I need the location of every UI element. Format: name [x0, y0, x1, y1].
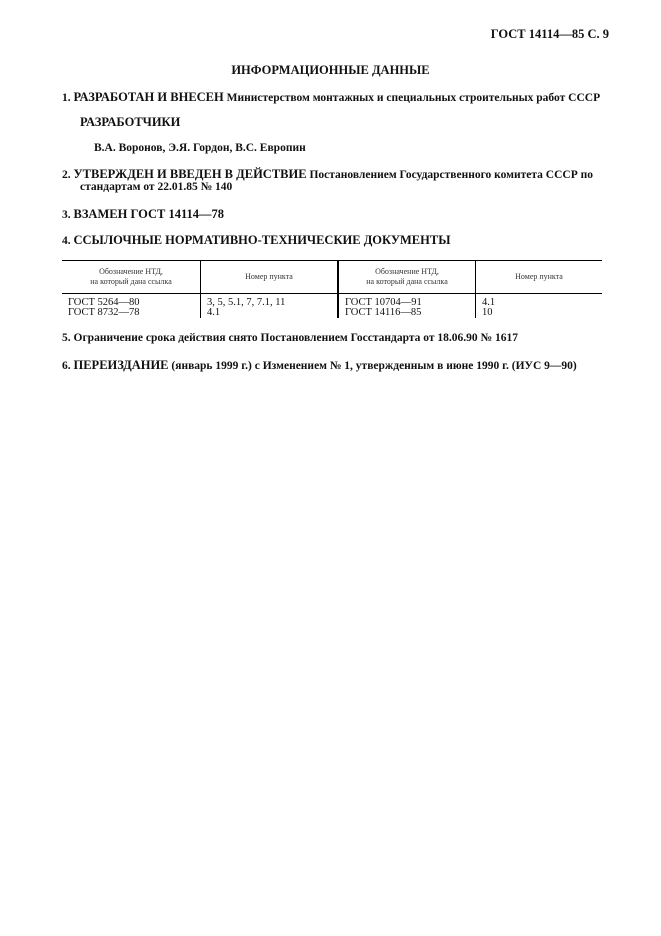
item-5: 5. Ограничение срока действия снято Постановлением Госстандарта от 18.06.90 № 1617	[62, 332, 518, 344]
item-4: 4. ССЫЛОЧНЫЕ НОРМАТИВНО-ТЕХНИЧЕСКИЕ ДОКУМЕНТЫ	[62, 233, 451, 247]
table-row: ГОСТ 5264—80 3, 5, 5.1, 7, 7.1, 11 ГОСТ 10704—91 4.1	[62, 294, 602, 309]
item-3: 3. ВЗАМЕН ГОСТ 14114—78	[62, 207, 225, 221]
item-2: 2. УТВЕРЖДЕН И ВВЕДЕН В ДЕЙСТВИЕ Постановлением Государственного комитета СССР по	[62, 167, 593, 181]
references-table	[62, 260, 602, 318]
item-6: 6. ПЕРЕИЗДАНИЕ (январь 1999 г.) с Изменением № 1, утвержденным в июне 1990 г. (ИУС 9—90)	[62, 358, 577, 372]
item-1: 1. РАЗРАБОТАН И ВНЕСЕН Министерством монтажных и специальных строительных работ СССР	[62, 90, 601, 104]
page-reference: ГОСТ 14114—85 С. 9	[490, 27, 609, 41]
developers-heading: РАЗРАБОТЧИКИ	[80, 115, 181, 129]
developers-names: В.А. Воронов, Э.Я. Гордон, В.С. Европин	[94, 142, 306, 154]
table-row: ГОСТ 8732—78 4.1 ГОСТ 14116—85 10	[62, 308, 602, 318]
page-title: ИНФОРМАЦИОННЫЕ ДАННЫЕ	[231, 63, 430, 77]
table-header: Обозначение НТД, на который дана ссылка Номер пункта Обозначение НТД, на который дана ссылка Номер пункта	[62, 261, 602, 294]
item-2-cont: стандартам от 22.01.85 № 140	[80, 181, 233, 193]
